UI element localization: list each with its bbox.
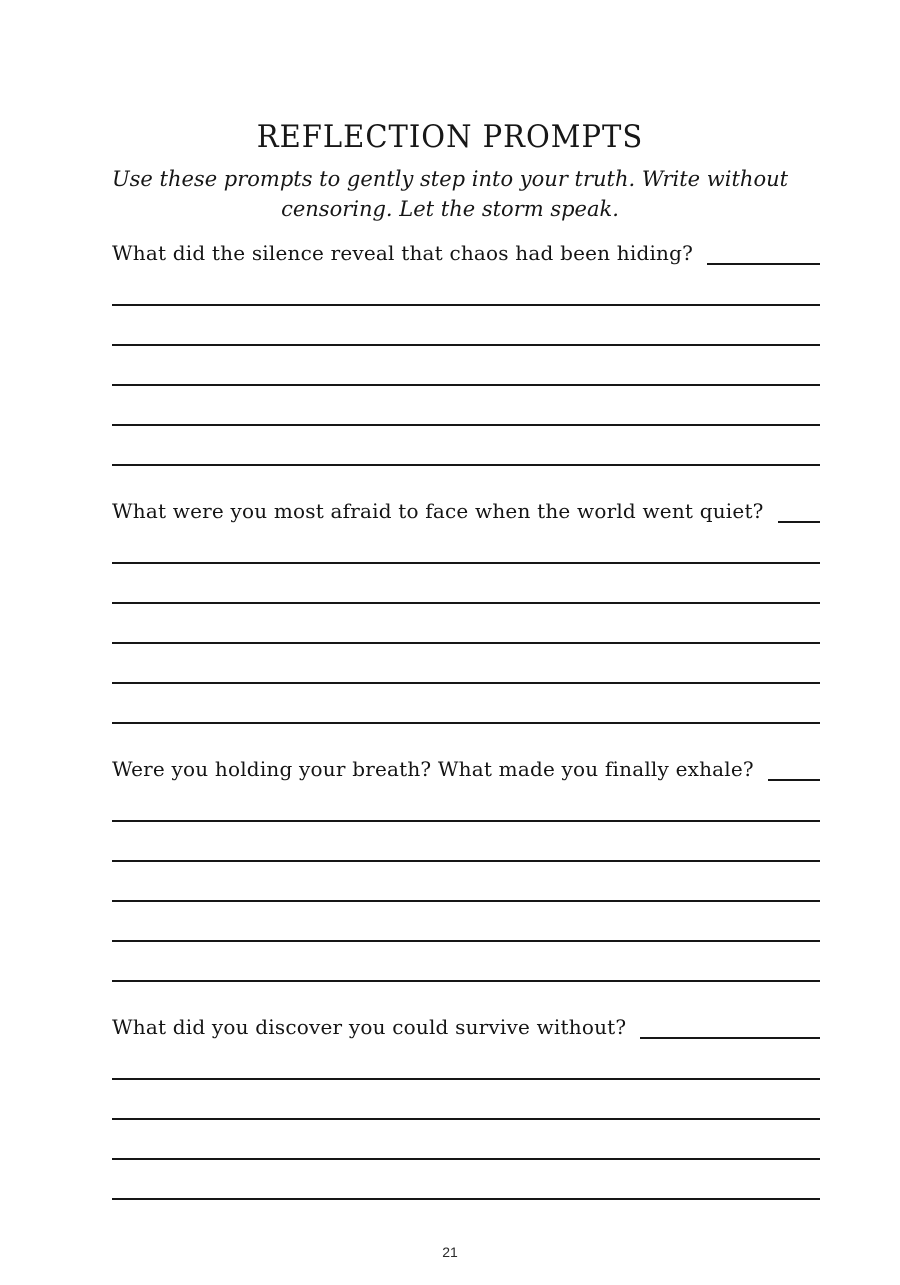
answer-line bbox=[112, 1080, 820, 1120]
question-row bbox=[112, 755, 820, 783]
page-title: REFLECTION PROMPTS bbox=[256, 118, 644, 155]
answer-line bbox=[112, 822, 820, 862]
answer-line bbox=[112, 267, 820, 306]
answer-line bbox=[112, 525, 820, 564]
answer-line bbox=[112, 942, 820, 982]
answer-lines bbox=[112, 267, 820, 466]
answer-line bbox=[112, 783, 820, 822]
answer-tail-line bbox=[768, 755, 820, 781]
answer-line bbox=[112, 346, 820, 386]
answer-lines bbox=[112, 783, 820, 982]
answer-line bbox=[112, 1120, 820, 1160]
answer-line bbox=[112, 1041, 820, 1080]
answer-line bbox=[112, 644, 820, 684]
page-subtitle bbox=[0, 164, 900, 224]
page-number: 21 bbox=[442, 1244, 458, 1260]
subtitle-line-2: censoring. Let the storm speak. bbox=[281, 197, 619, 221]
answer-line bbox=[112, 306, 820, 346]
answer-lines bbox=[112, 1041, 820, 1200]
question-text: What did the silence reveal that chaos had been hiding? bbox=[112, 241, 694, 265]
question-row bbox=[112, 239, 820, 267]
answer-line bbox=[112, 862, 820, 902]
answer-line bbox=[112, 902, 820, 942]
answer-tail-line bbox=[707, 239, 820, 265]
answer-lines bbox=[112, 525, 820, 724]
answer-tail-line bbox=[778, 497, 820, 523]
question-text: What did you discover you could survive without? bbox=[112, 1015, 627, 1039]
question-text: What were you most afraid to face when the world went quiet? bbox=[112, 499, 764, 523]
answer-line bbox=[112, 386, 820, 426]
answer-line bbox=[112, 684, 820, 724]
subtitle-line-1: Use these prompts to gently step into your truth. Write without bbox=[111, 167, 789, 191]
answer-tail-line bbox=[640, 1013, 820, 1039]
answer-line bbox=[112, 604, 820, 644]
prompts-section bbox=[112, 239, 820, 1200]
answer-line bbox=[112, 1160, 820, 1200]
answer-line bbox=[112, 426, 820, 466]
answer-line bbox=[112, 564, 820, 604]
question-row bbox=[112, 497, 820, 525]
question-text: Were you holding your breath? What made you finally exhale? bbox=[112, 757, 754, 781]
question-row bbox=[112, 1013, 820, 1041]
